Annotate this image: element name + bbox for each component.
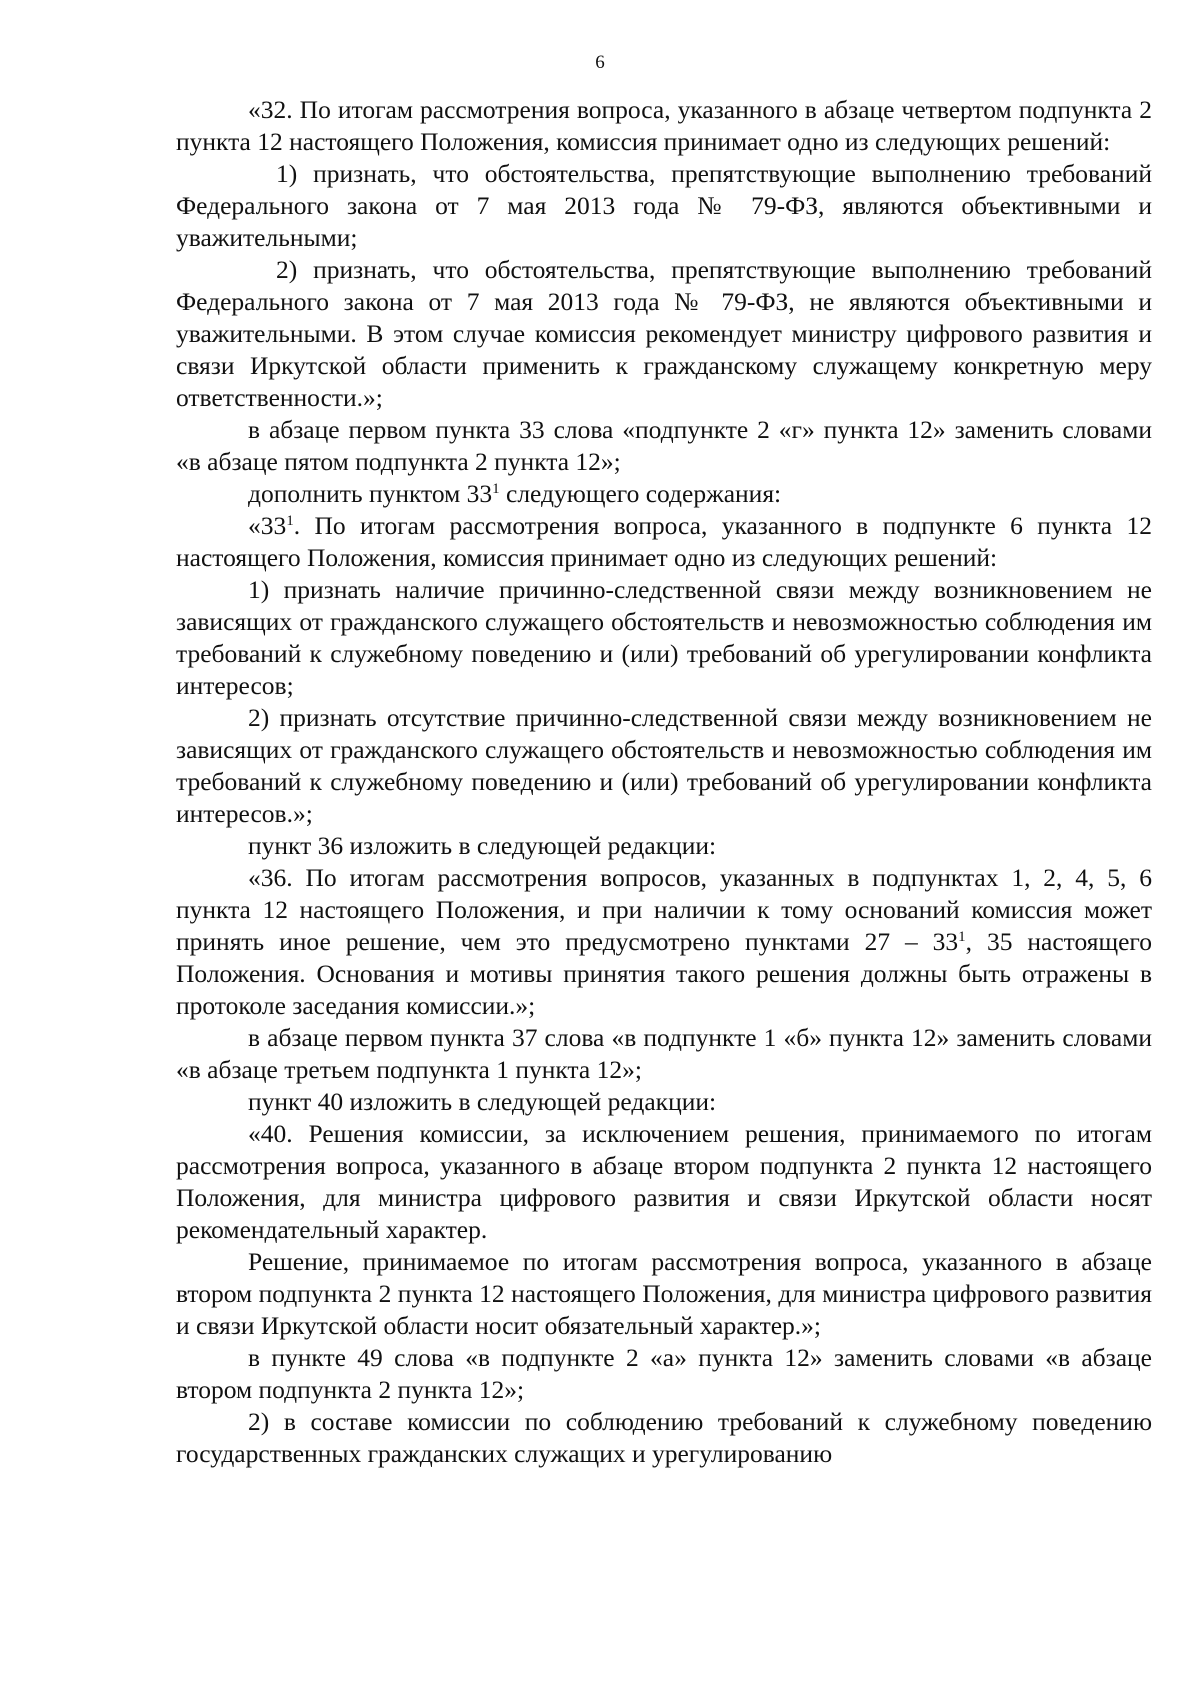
paragraph-40: «40. Решения комиссии, за исключением решения, принимаемого по итогам рассмотрения вопроса, указанного в абзаце втором подпункта 2 пункта 12 настоящего Положения, для министра цифрового развития и связи Иркутской области носят рекомендательный характер. <box>176 1119 1152 1244</box>
paragraph-amend-33: в абзаце первом пункта 33 слова «подпункте 2 «г» пункта 12» заменить словами «в абзаце пятом подпункта 2 пункта 12»; <box>176 415 1152 476</box>
paragraph-32-item-2: 2) признать, что обстоятельства, препятствующие выполнению требований Федерального закона от 7 мая 2013 года № 79-ФЗ, не являются объективными и уважительными. В этом случае комиссия рекомендует министру цифрового развития и связи Иркутской области применить к гражданскому служащему конкретную меру ответственности.»; <box>176 255 1152 412</box>
paragraph-item-2-commission: 2) в составе комиссии по соблюдению требований к служебному поведению государственных гражданских служащих и урегулированию <box>176 1407 1152 1468</box>
paragraph-amend-37: в абзаце первом пункта 37 слова «в подпункте 1 «б» пункта 12» заменить словами «в абзаце третьем подпункта 1 пункта 12»; <box>176 1023 1152 1084</box>
document-body <box>176 94 1152 1470</box>
paragraph-33-1-item-1: 1) признать наличие причинно-следственной связи между возникновением не зависящих от гражданского служащего обстоятельств и невозможностью соблюдения им требований к служебному поведению и (или) требований об урегулировании конфликта интересов; <box>176 575 1152 700</box>
paragraph-33-1-item-2: 2) признать отсутствие причинно-следственной связи между возникновением не зависящих от гражданского служащего обстоятельств и невозможностью соблюдения им требований к служебному поведению и (или) требований об урегулировании конфликта интересов.»; <box>176 703 1152 828</box>
paragraph-amend-49: в пункте 49 слова «в подпункте 2 «а» пункта 12» заменить словами «в абзаце втором подпункта 2 пункта 12»; <box>176 1343 1152 1404</box>
paragraph-add-33-1: дополнить пунктом $33^1$ следующего содержания: <box>248 479 782 508</box>
paragraph-33-1: «$33^1$. По итогам рассмотрения вопроса, указанного в подпункте 6 пункта 12 настоящего Положения, комиссия принимает одно из следующих решений: <box>176 511 1152 572</box>
paragraph-32-item-1: 1) признать, что обстоятельства, препятствующие выполнению требований Федерального закона от 7 мая 2013 года № 79-ФЗ, являются объективными и уважительными; <box>176 159 1152 252</box>
paragraph-amend-36-intro: пункт 36 изложить в следующей редакции: <box>248 831 717 860</box>
paragraph-amend-40-intro: пункт 40 изложить в следующей редакции: <box>248 1087 717 1116</box>
page-number: 6 <box>595 52 605 73</box>
paragraph-40-second: Решение, принимаемое по итогам рассмотрения вопроса, указанного в абзаце втором подпункта 2 пункта 12 настоящего Положения, для министра цифрового развития и связи Иркутской области носит обязательный характер.»; <box>176 1247 1152 1340</box>
paragraph-32: «32. По итогам рассмотрения вопроса, указанного в абзаце четвертом подпункта 2 пункта 12 настоящего Положения, комиссия принимает одно из следующих решений: <box>176 95 1152 156</box>
paragraph-36: «36. По итогам рассмотрения вопросов, указанных в подпунктах 1, 2, 4, 5, 6 пункта 12 настоящего Положения, и при наличии к тому оснований комиссия может принять иное решение, чем это предусмотрено пунктами $27 - 33^1$, 35 настоящего Положения. Основания и мотивы принятия такого решения должны быть отражены в протоколе заседания комиссии.»; <box>176 863 1152 1020</box>
